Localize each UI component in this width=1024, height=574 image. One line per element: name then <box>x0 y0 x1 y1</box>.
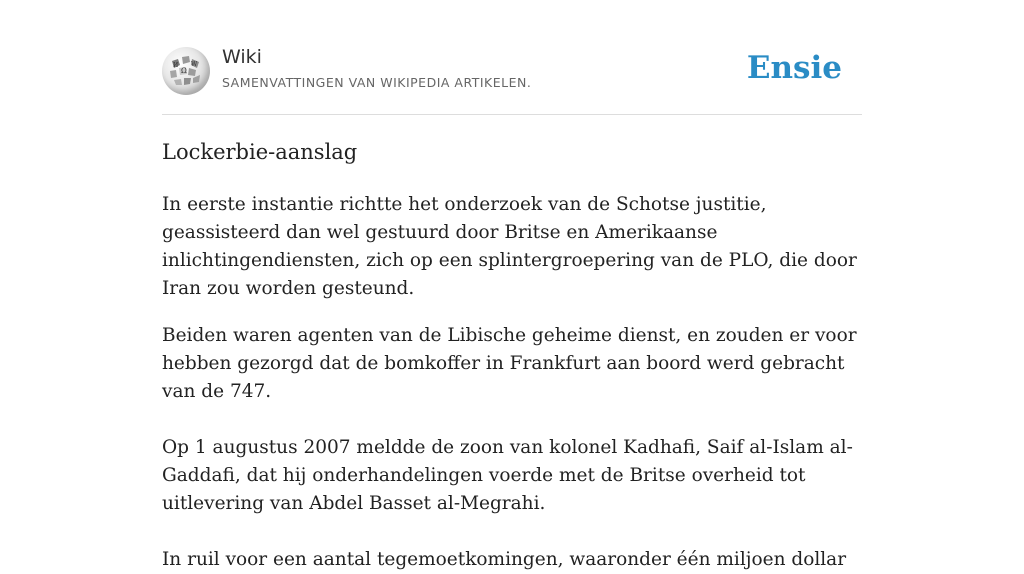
svg-text:И: И <box>173 62 179 69</box>
wikipedia-globe-icon[interactable] <box>162 47 210 95</box>
svg-text:Ω: Ω <box>181 67 187 75</box>
article-paragraph: Beiden waren agenten van de Libische geheime dienst, en zouden er voor hebben gezorgd dat de bomkoffer in Frankfurt aan boord werd gebracht van de 747. <box>162 325 857 402</box>
article-paragraph: In ruil voor een aantal tegemoetkomingen, waaronder één miljoen dollar <box>162 549 847 570</box>
site-header <box>162 44 862 115</box>
site-tagline: SAMENVATTINGEN VAN WIKIPEDIA ARTIKELEN. <box>222 75 532 90</box>
svg-text:W: W <box>191 61 198 68</box>
article-paragraph: In eerste instantie richtte het onderzoek van de Schotse justitie, geassisteerd dan wel gestuurd door Britse en Amerikaanse inlichtingendiensten, zich op een splintergroepering van de PLO, die door Iran zou worden gesteund. <box>162 194 857 299</box>
site-title[interactable]: Wiki <box>222 46 262 68</box>
article-title: Lockerbie-aanslag <box>162 140 358 164</box>
ensie-brand-link[interactable]: Ensie <box>746 50 842 86</box>
article <box>162 136 862 574</box>
article-paragraph: Op 1 augustus 2007 meldde de zoon van kolonel Kadhafi, Saif al-Islam al-Gaddafi, dat hij onderhandelingen voerde met de Britse overheid tot uitlevering van Abdel Basset al-Megrahi. <box>162 437 853 514</box>
